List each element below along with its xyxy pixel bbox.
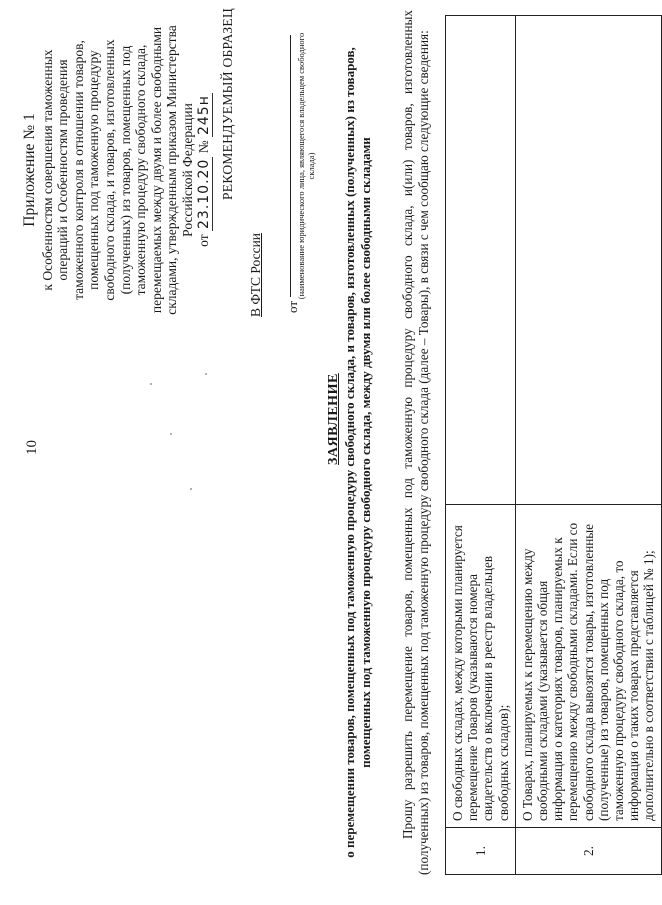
row-value — [515, 16, 661, 505]
from-label: от — [285, 300, 300, 313]
addressee-text: В ФТС России — [248, 232, 263, 317]
scan-artifact — [190, 488, 192, 490]
table-row — [446, 16, 516, 875]
request-paragraph: Прошу разрешить перемещение товаров, помещенных под таможенную процедуру свободного склада, и(или) товаров, изготовленных (полученных) из товаров, помещенных под таможенную процедуру свободного склада (далее – Товары), в связи с чем сообщаю следующие сведения: — [400, 10, 431, 875]
appendix-title: Приложение № 1 — [21, 113, 38, 227]
recommended-sample-label: РЕКОМЕНДУЕМЫЙ ОБРАЗЕЦ — [220, 7, 235, 200]
addressee — [248, 233, 264, 317]
date-prefix: от — [195, 234, 211, 247]
scan-artifact — [170, 433, 172, 435]
order-number: 245н — [195, 95, 212, 136]
page-number: 10 — [24, 440, 40, 455]
appendix-date-line — [196, 25, 213, 315]
row-number: 1. — [446, 828, 516, 875]
number-sign: № — [195, 140, 211, 154]
declaration-subtitle: о перемещении товаров, помещенных под таможенную процедуру свободного склада, и товаров, изготовленных (полученных) из товаров, помещенных под таможенную процедуру свободного склада, между двумя или более свободными складами — [342, 47, 373, 858]
declaration-title: ЗАЯВЛЕНИЕ — [326, 373, 341, 465]
table-row — [515, 16, 661, 875]
row-value — [446, 16, 516, 505]
appendix-block — [22, 25, 212, 315]
scan-artifact — [150, 383, 152, 385]
from-underline — [290, 35, 291, 297]
date-value: 23.10.20 — [195, 158, 212, 229]
info-table — [445, 15, 662, 875]
from-caption: (наименование юридического лица, являющегося владельцем свободного склада) — [296, 32, 316, 300]
row-description: О свободных складах, между которыми планируется перемещение Товаров (указываются номера свидетельств о включении в реестр владельцев свободных складов); — [446, 505, 516, 828]
scan-artifact — [205, 373, 207, 375]
row-description: О Товарах, планируемых к перемещению между свободными складами (указывается общая информация о категориях товаров, планируемых к перемещению между свободными складами. Если со свободного склада вывозятся товары, изготовленные (полученные) из товаров, помещенных под таможенную процедуру свободного склада, то информация о таких товарах представляется дополнительно в соответствии с таблицей № 1); — [515, 505, 661, 828]
appendix-body: к Особенностям совершения таможенных операций и Особенностям проведения таможенного контроля в отношении товаров, помещенных под таможенную процедуру свободного склада, и товаров, изготовленных (полученных) из товаров, помещенных под таможенную процедуру свободного склада, перемещаемых между двумя и более свободными складами, утвержденным приказом Министерства Российской Федерации — [39, 25, 195, 315]
row-number: 2. — [515, 828, 661, 875]
